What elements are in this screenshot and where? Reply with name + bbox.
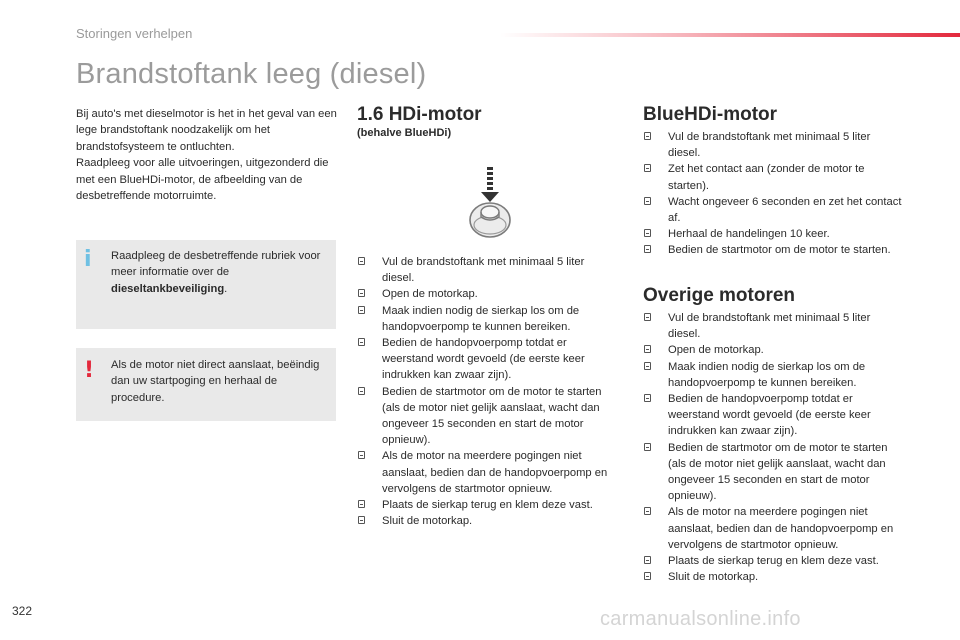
- list-item: [643, 194, 903, 226]
- step-text: Zet het contact aan (zonder de motor te starten).: [668, 163, 865, 192]
- info-box: [76, 240, 336, 329]
- checkbox-bullet-icon: [644, 229, 651, 237]
- list-item: [643, 342, 905, 358]
- step-text: Vul de brandstoftank met minimaal 5 liter diesel.: [668, 312, 871, 341]
- list-item: [643, 391, 905, 440]
- checkbox-bullet-icon: [644, 556, 651, 564]
- step-text: Bedien de handopvoerpomp totdat er weerstand wordt gevoeld (de eerste keer indrukken kan zwaar zijn).: [382, 337, 585, 382]
- step-text: Vul de brandstoftank met minimaal 5 liter diesel.: [668, 131, 871, 160]
- checkbox-bullet-icon: [358, 338, 365, 346]
- intro-paragraph: Raadpleeg voor alle uitvoeringen, uitgezonderd die met een BlueHDi-motor, de afbeelding van de desbetreffende motorruimte.: [76, 157, 329, 203]
- step-text: Open de motorkap.: [382, 288, 478, 301]
- checkbox-bullet-icon: [358, 306, 365, 314]
- list-item: [643, 440, 905, 505]
- info-box-text: [111, 248, 329, 297]
- checkbox-bullet-icon: [358, 387, 365, 395]
- list-item: [357, 513, 619, 529]
- list-item: [643, 359, 905, 391]
- list-item: [357, 497, 619, 513]
- step-text: Wacht ongeveer 6 seconden en zet het contact af.: [668, 195, 902, 225]
- step-text: Maak indien nodig de sierkap los om de handopvoerpomp te kunnen bereiken.: [382, 304, 580, 333]
- list-item: [643, 504, 905, 553]
- hdi-section-title: 1.6 HDi-motor: [357, 104, 482, 125]
- step-text: Vul de brandstoftank met minimaal 5 liter diesel.: [382, 256, 585, 285]
- list-item: [643, 242, 903, 258]
- checkbox-bullet-icon: [644, 345, 651, 353]
- info-text-before: Raadpleeg de desbetreffende rubriek voor meer informatie over de: [111, 250, 321, 279]
- list-item: [643, 569, 905, 585]
- info-icon: i: [84, 247, 92, 272]
- checkbox-bullet-icon: [644, 572, 651, 580]
- section-header-label: Storingen verhelpen: [76, 26, 193, 41]
- warning-box: [76, 348, 336, 421]
- hdi-step-list: [357, 254, 619, 529]
- page-title: Brandstoftank leeg (diesel): [76, 58, 427, 90]
- checkbox-bullet-icon: [644, 245, 651, 253]
- checkbox-bullet-icon: [644, 197, 651, 205]
- checkbox-bullet-icon: [644, 443, 651, 451]
- other-engines-step-list: [643, 310, 905, 585]
- list-item: [357, 254, 619, 286]
- warning-box-text: Als de motor niet direct aanslaat, beëindig dan uw startpoging en herhaal de procedure.: [111, 359, 320, 404]
- header-accent-bar: [500, 33, 960, 37]
- step-text: Bedien de startmotor om de motor te starten.: [668, 244, 891, 257]
- info-text-bold: dieseltankbeveiliging: [111, 282, 225, 295]
- step-text: Herhaal de handelingen 10 keer.: [668, 228, 830, 241]
- info-text-after: .: [224, 282, 228, 295]
- list-item: [357, 303, 619, 335]
- step-text: Sluit de motorkap.: [668, 571, 759, 584]
- checkbox-bullet-icon: [644, 362, 651, 370]
- checkbox-bullet-icon: [358, 451, 365, 459]
- step-text: Bedien de handopvoerpomp totdat er weerstand wordt gevoeld (de eerste keer indrukken kan zwaar zijn).: [668, 393, 871, 438]
- intro-paragraph: Bij auto's met dieselmotor is het in het geval van een lege brandstoftank noodzakelijk om het brandstofsysteem te ontluchten.: [76, 108, 337, 153]
- step-text: Plaats de sierkap terug en klem deze vast.: [382, 499, 593, 512]
- list-item: [357, 335, 619, 384]
- checkbox-bullet-icon: [644, 394, 651, 402]
- bluehdi-section-title: BlueHDi-motor: [643, 104, 778, 125]
- list-item: [357, 286, 619, 302]
- step-text: Bedien de startmotor om de motor te starten (als de motor niet gelijk aanslaat, wacht dan ongeveer 15 seconden en start de motor opnieuw).: [668, 441, 888, 503]
- checkbox-bullet-icon: [644, 164, 651, 172]
- other-engines-section-title: Overige motoren: [643, 285, 796, 306]
- page-number: 322: [12, 604, 33, 618]
- list-item: [357, 448, 619, 497]
- checkbox-bullet-icon: [644, 313, 651, 321]
- step-text: Plaats de sierkap terug en klem deze vast.: [668, 555, 879, 568]
- checkbox-bullet-icon: [358, 500, 365, 508]
- intro-text: [76, 106, 342, 204]
- step-text: Maak indien nodig de sierkap los om de handopvoerpomp te kunnen bereiken.: [668, 360, 866, 389]
- bluehdi-step-list: [643, 129, 903, 259]
- step-text: Open de motorkap.: [668, 344, 764, 357]
- watermark: carmanualsonline.info: [600, 608, 801, 630]
- checkbox-bullet-icon: [358, 516, 365, 524]
- list-item: [643, 226, 903, 242]
- checkbox-bullet-icon: [358, 257, 365, 265]
- warning-icon: !: [84, 358, 95, 383]
- hand-pump-icon: [468, 165, 512, 241]
- list-item: [643, 553, 905, 569]
- hdi-subtitle: (behalve BlueHDi): [357, 127, 452, 139]
- step-text: Als de motor na meerdere pogingen niet aanslaat, bedien dan de handopvoerpomp en vervolgens de startmotor opnieuw.: [382, 450, 608, 495]
- list-item: [643, 161, 903, 193]
- list-item: [643, 129, 903, 161]
- step-text: Bedien de startmotor om de motor te starten (als de motor niet gelijk aanslaat, wacht dan ongeveer 15 seconden en start de motor opnieuw).: [382, 385, 602, 447]
- list-item: [643, 310, 905, 342]
- step-text: Als de motor na meerdere pogingen niet aanslaat, bedien dan de handopvoerpomp en vervolgens de startmotor opnieuw.: [668, 506, 894, 551]
- checkbox-bullet-icon: [358, 289, 365, 297]
- checkbox-bullet-icon: [644, 132, 651, 140]
- step-text: Sluit de motorkap.: [382, 515, 473, 528]
- checkbox-bullet-icon: [644, 507, 651, 515]
- list-item: [357, 384, 619, 449]
